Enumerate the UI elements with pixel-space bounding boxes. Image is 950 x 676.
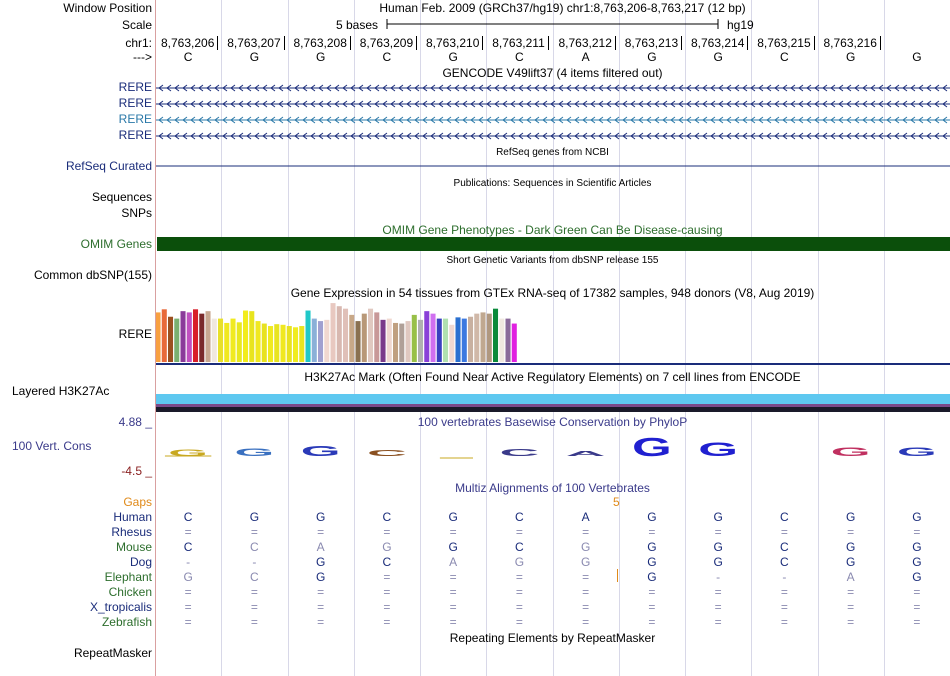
species-label[interactable]: Chicken [108,585,152,599]
gencode-item-2[interactable]: RERE [118,96,152,110]
arrow-label: ---> [133,50,152,64]
aligned-base: = [648,615,656,629]
phylop-min-label: -4.5 _ [121,464,152,478]
omim-label[interactable]: OMIM Genes [80,237,152,251]
publications-sequences-label[interactable]: Sequences [91,190,152,204]
aligned-base: G [845,555,856,569]
publications-title[interactable]: Publications: Sequences in Scientific Articles [453,178,652,189]
phylop-logo-letter: G [300,443,341,460]
gencode-item-4[interactable]: RERE [118,128,152,142]
aligned-base: = [648,585,656,599]
gtex-tissue-bar [168,317,173,362]
reference-base: C [515,50,524,64]
gtex-tissue-bar [331,303,336,362]
aligned-base: G [580,540,591,554]
gencode-item-3[interactable]: RERE [118,112,152,126]
phylop-logo-letter: G [698,440,738,461]
reference-base: C [382,50,392,64]
gtex-tissue-bar [418,320,423,362]
aligned-base: G [448,510,458,524]
gtex-tissue-bar [256,321,261,362]
repeatmasker-label[interactable]: RepeatMasker [73,646,152,660]
gtex-tissue-bar [156,312,161,362]
gtex-tissue-bar [193,309,198,362]
aligned-base: C [780,540,789,554]
aligned-base: = [250,585,258,599]
reference-base: A [581,50,590,64]
aligned-base: = [780,585,788,599]
aligned-base: = [913,585,921,599]
omim-phenotype-bar[interactable] [157,237,950,251]
aligned-base: - [252,555,257,569]
phylop-logo-letter: G [830,445,871,459]
aligned-base: G [580,555,591,569]
aligned-base: = [449,615,457,629]
phylop-conservation-logo[interactable] [155,432,950,468]
aligned-base: = [648,525,656,539]
aligned-base: C [515,540,524,554]
reference-base: G [912,50,922,64]
scale-label: Scale [121,18,152,32]
gtex-tissue-bar [356,321,361,362]
species-label[interactable]: Human [113,510,152,524]
aligned-base: = [714,585,722,599]
position-tick: 8,763,208 [294,36,351,50]
gtex-tissue-bar [262,324,267,362]
refseq-gene-line[interactable] [155,160,950,172]
aligned-base: = [582,525,590,539]
aligned-base: G [845,540,856,554]
gtex-tissue-bar [187,312,192,362]
phylop-logo-letter: C [367,449,409,458]
gtex-tissue-bar [362,314,367,362]
gtex-tissue-bar [268,326,273,362]
aligned-base: = [780,615,788,629]
gtex-tissue-bar [512,324,517,362]
gtex-title[interactable]: Gene Expression in 54 tissues from GTEx RNA-seq of 17382 samples, 948 donors (V8, Aug 2019) [290,286,815,300]
gencode-item-1[interactable]: RERE [118,80,152,94]
aligned-base: = [383,600,391,614]
gtex-tissue-bar [468,317,473,362]
h3k27ac-signal[interactable] [155,394,950,404]
aligned-base: = [714,615,722,629]
reference-base: G [249,50,260,64]
aligned-base: G [713,555,723,569]
position-tick: 8,763,206 [161,36,218,50]
aligned-base: = [449,600,457,614]
phylop-logo-letter: G [234,447,275,459]
refseq-label[interactable]: RefSeq Curated [65,159,152,173]
aligned-base: = [582,615,590,629]
gtex-tissue-bar [287,326,292,362]
aligned-base: - [716,570,721,584]
phylop-logo-letter: C [499,448,540,459]
gtex-tissue-bar [443,319,448,362]
gtex-tissue-bar [393,323,398,362]
reference-base: G [713,50,723,64]
phylop-title[interactable]: 100 vertebrates Basewise Conservation by PhyloP [417,415,688,429]
aligned-base: A [316,540,325,554]
chr-label: chr1: [125,36,152,50]
gtex-expression-chart[interactable] [155,300,950,366]
aligned-base: = [250,525,258,539]
aligned-base: = [847,600,855,614]
aligned-base: C [183,540,193,554]
gtex-tissue-bar [474,314,479,362]
reference-base: G [647,50,657,64]
gtex-tissue-bar [312,319,317,362]
species-label[interactable]: Mouse [115,540,152,554]
aligned-base: = [515,615,523,629]
scale-db: hg19 [727,18,754,32]
aligned-base: = [648,600,656,614]
gtex-tissue-bar [487,314,492,362]
phylop-logo-letter: G [632,432,672,462]
aligned-base: = [515,570,523,584]
gtex-tissue-bar [506,319,511,362]
aligned-base: = [515,525,523,539]
aligned-base: = [714,525,722,539]
aligned-base: = [184,585,192,599]
aligned-base: G [647,570,657,584]
h3k27ac-signal-base [155,407,950,412]
species-label[interactable]: Elephant [104,570,152,584]
gtex-label[interactable]: RERE [118,327,152,341]
gtex-tissue-bar [493,309,498,362]
aligned-base: = [317,615,325,629]
phylop-logo-letter: A [565,451,606,458]
gtex-tissue-bar [224,323,229,362]
repeatmasker-title[interactable]: Repeating Elements by RepeatMasker [449,631,656,645]
position-tick: 8,763,215 [757,36,814,50]
aligned-base: A [581,510,590,524]
gtex-tissue-bar [456,317,461,362]
aligned-base: = [383,525,391,539]
position-tick: 8,763,216 [824,36,881,50]
aligned-base: = [383,585,391,599]
position-tick: 8,763,213 [625,36,682,50]
aligned-base: G [647,540,657,554]
aligned-base: G [912,510,922,524]
dbsnp-label[interactable]: Common dbSNP(155) [33,268,152,282]
aligned-base: = [714,600,722,614]
aligned-base: = [847,525,855,539]
gtex-tissue-bar [337,306,342,362]
scale-text: 5 bases [336,18,379,32]
gtex-tissue-bar [349,315,354,362]
aligned-base: = [515,600,523,614]
gtex-tissue-bar [199,314,204,362]
aligned-base: G [183,570,193,584]
aligned-base: G [315,570,326,584]
gtex-tissue-bar [343,309,348,362]
aligned-base: A [846,570,855,584]
gtex-tissue-bar [212,319,217,362]
aligned-base: C [382,510,392,524]
gtex-tissue-bar [499,319,504,362]
aligned-base: C [382,555,392,569]
species-label[interactable]: Rhesus [111,525,152,539]
reference-base: C [183,50,193,64]
gtex-tissue-bar [206,311,211,362]
aligned-base: = [449,525,457,539]
assembly-title[interactable]: Human Feb. 2009 (GRCh37/hg19) chr1:8,763,206-8,763,217 (12 bp) [379,1,746,15]
reference-base: G [315,50,326,64]
aligned-base: G [713,510,723,524]
gtex-tissue-bar [243,311,248,362]
gtex-tissue-bar [162,309,167,362]
elephant-gap-marker [617,569,618,582]
aligned-base: G [713,540,723,554]
gtex-tissue-bar [293,327,298,362]
aligned-base: C [515,510,524,524]
species-label[interactable]: Zebrafish [101,615,152,629]
aligned-base: G [448,540,458,554]
aligned-base: G [249,510,260,524]
gencode-transcripts[interactable] [155,80,950,144]
gtex-tissue-bar [324,320,329,362]
aligned-base: = [913,615,921,629]
reference-base: G [448,50,458,64]
aligned-base: = [317,585,325,599]
gtex-tissue-bar [318,321,323,362]
aligned-base: = [184,615,192,629]
aligned-base: = [449,570,457,584]
aligned-base: = [250,615,258,629]
aligned-base: = [913,525,921,539]
h3k27ac-label[interactable]: Layered H3K27Ac [12,384,110,398]
gtex-tissue-bar [231,319,236,362]
gtex-tissue-bar [387,319,392,362]
dbsnp-title[interactable]: Short Genetic Variants from dbSNP release 155 [446,255,659,266]
reference-base: G [845,50,856,64]
species-label[interactable]: X_tropicalis [89,600,152,614]
gtex-tissue-bar [281,325,286,362]
position-tick: 8,763,211 [492,36,549,50]
aligned-base: G [315,510,326,524]
window-position-label: Window Position [63,1,152,15]
aligned-base: = [582,585,590,599]
gtex-tissue-bar [462,319,467,362]
aligned-base: = [913,600,921,614]
multiz-title[interactable]: Multiz Alignments of 100 Vertebrates [455,481,650,495]
aligned-base: = [582,600,590,614]
gtex-tissue-bar [174,319,179,362]
aligned-base: = [780,525,788,539]
gtex-tissue-bar [368,309,373,362]
gtex-tissue-bar [381,320,386,362]
aligned-base: G [647,510,657,524]
reference-base: C [780,50,789,64]
gtex-tissue-bar [249,311,254,362]
aligned-base: G [382,540,392,554]
aligned-base: C [250,540,259,554]
aligned-base: = [515,585,523,599]
aligned-base: = [780,600,788,614]
gap-count: 5 [613,495,620,509]
gtex-tissue-bar [299,326,304,362]
phylop-logo-letter: G [168,448,208,458]
position-tick: 8,763,214 [691,36,748,50]
aligned-base: G [912,540,922,554]
aligned-base: G [315,555,326,569]
gtex-tissue-bar [374,312,379,362]
gtex-tissue-bar [406,321,411,362]
position-tick: 8,763,210 [426,36,483,50]
aligned-base: C [780,555,789,569]
aligned-base: = [847,585,855,599]
label-separator [155,0,156,676]
species-label[interactable]: Dog [129,555,152,569]
phylop-logo-letter: G [897,445,937,459]
gtex-tissue-bar [181,311,186,362]
aligned-base: = [317,600,325,614]
aligned-base: = [582,570,590,584]
position-tick: 8,763,207 [227,36,284,50]
gtex-tissue-bar [449,325,454,362]
gtex-tissue-bar [424,311,429,362]
aligned-base: G [514,555,525,569]
gtex-tissue-bar [306,311,311,362]
gtex-tissue-bar [399,324,404,362]
refseq-title[interactable]: RefSeq genes from NCBI [496,147,609,158]
aligned-base: = [383,570,391,584]
publications-snps-label[interactable]: SNPs [121,206,152,220]
gtex-tissue-bar [437,319,442,362]
aligned-base: = [847,615,855,629]
aligned-base: = [184,525,192,539]
aligned-base: = [449,585,457,599]
position-tick: 8,763,212 [559,36,616,50]
aligned-base: C [183,510,193,524]
aligned-base: G [912,555,922,569]
aligned-base: G [647,555,657,569]
gtex-tissue-bar [274,324,279,362]
gaps-label[interactable]: Gaps [123,495,152,509]
gtex-tissue-bar [431,314,436,362]
position-tick: 8,763,209 [360,36,417,50]
aligned-base: A [449,555,458,569]
aligned-base: = [317,525,325,539]
gtex-tissue-bar [218,319,223,362]
aligned-base: C [250,570,259,584]
aligned-base: - [782,570,787,584]
aligned-base: G [845,510,856,524]
phylop-label[interactable]: 100 Vert. Cons [12,439,92,453]
aligned-base: = [184,600,192,614]
gencode-title[interactable]: GENCODE V49lift37 (4 items filtered out) [442,66,663,80]
aligned-base: = [383,615,391,629]
aligned-base: - [186,555,191,569]
gtex-tissue-bar [481,312,486,362]
gtex-tissue-bar [412,315,417,362]
h3k27ac-title[interactable]: H3K27Ac Mark (Often Found Near Active Regulatory Elements) on 7 cell lines from ENCODE [304,370,801,384]
phylop-max-label: 4.88 _ [118,415,152,429]
omim-title[interactable]: OMIM Gene Phenotypes - Dark Green Can Be Disease-causing [382,223,723,237]
gtex-tissue-bar [237,322,242,362]
aligned-base: G [912,570,922,584]
aligned-base: C [780,510,789,524]
aligned-base: = [250,600,258,614]
